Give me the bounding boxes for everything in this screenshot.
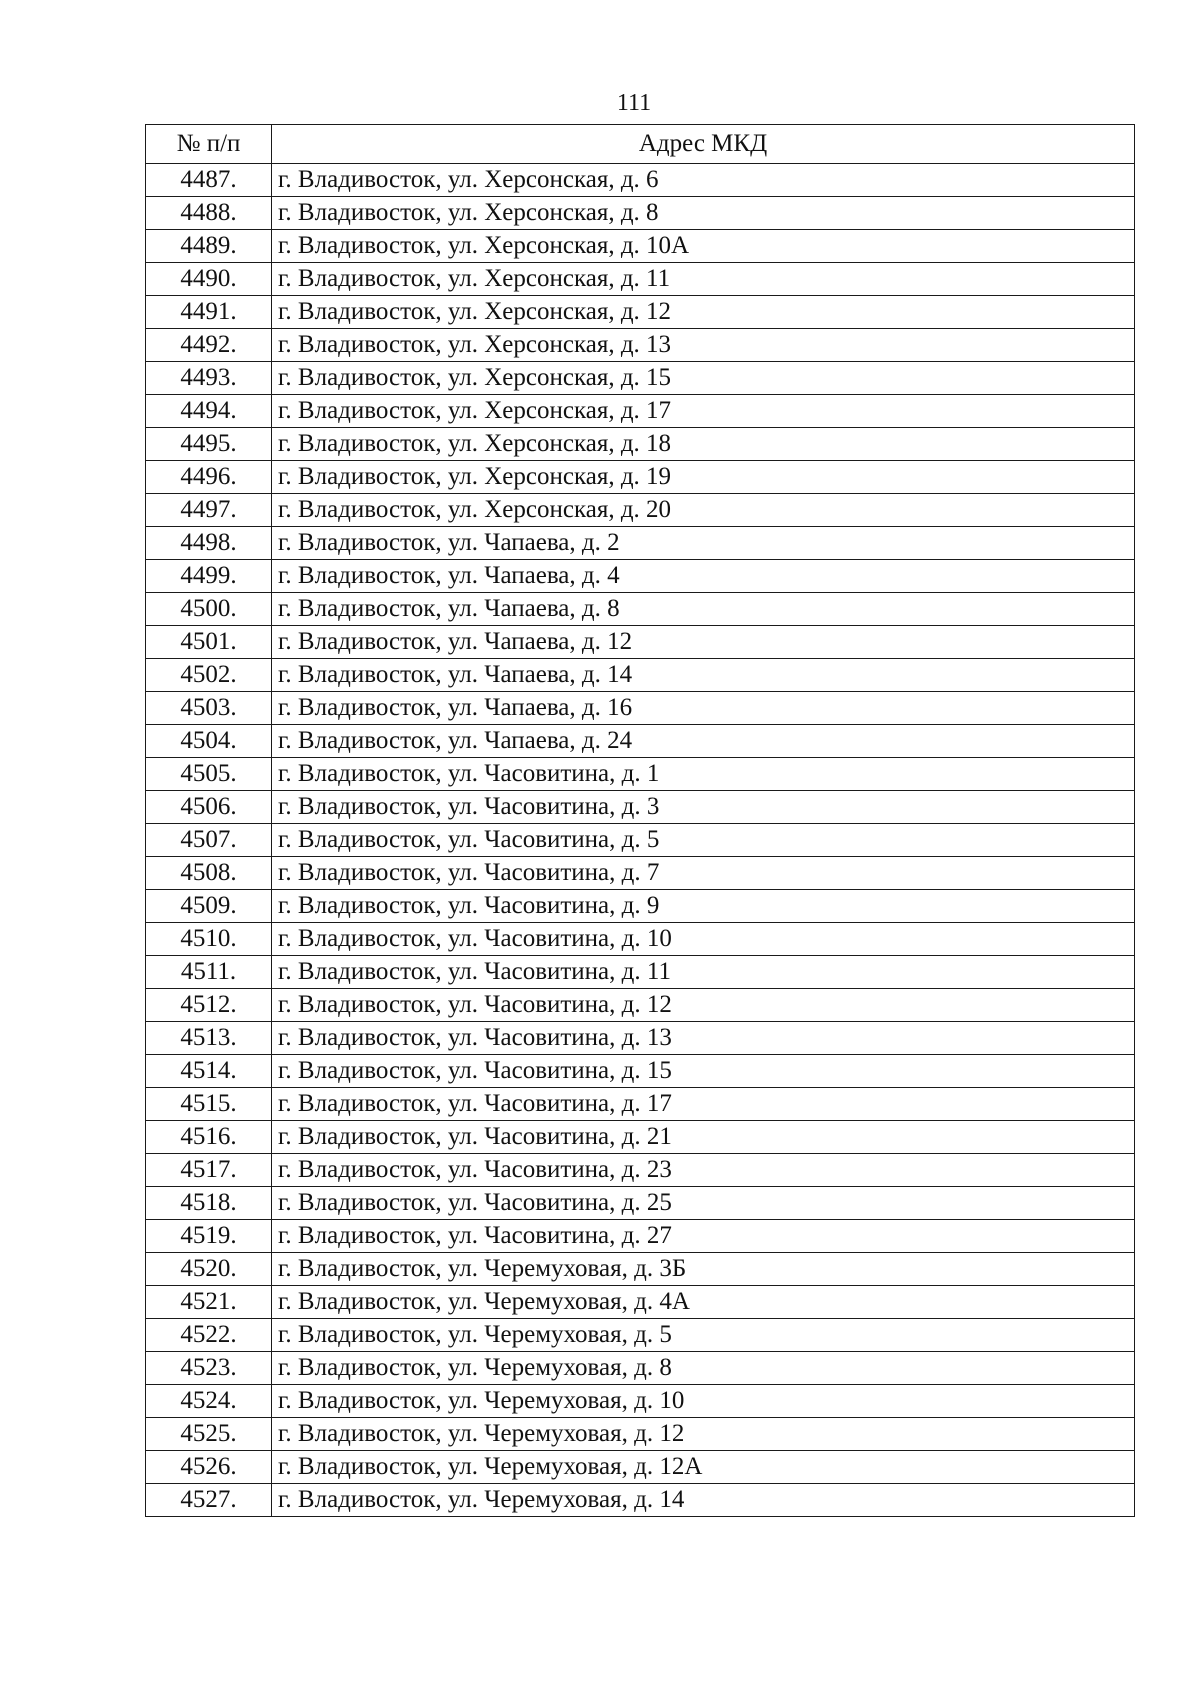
row-address: г. Владивосток, ул. Херсонская, д. 20 (272, 494, 1135, 527)
table-row (146, 626, 1135, 659)
table-row (146, 1319, 1135, 1352)
row-address: г. Владивосток, ул. Часовитина, д. 25 (272, 1187, 1135, 1220)
row-number: 4510. (146, 923, 272, 956)
header-number: № п/п (146, 125, 272, 164)
row-address: г. Владивосток, ул. Черемуховая, д. 12А (272, 1451, 1135, 1484)
row-number: 4490. (146, 263, 272, 296)
table-header-row (146, 125, 1135, 164)
row-number: 4518. (146, 1187, 272, 1220)
table-row (146, 560, 1135, 593)
row-number: 4511. (146, 956, 272, 989)
row-number: 4496. (146, 461, 272, 494)
row-address: г. Владивосток, ул. Черемуховая, д. 3Б (272, 1253, 1135, 1286)
table-row (146, 1484, 1135, 1517)
table-row (146, 989, 1135, 1022)
row-number: 4525. (146, 1418, 272, 1451)
table-row (146, 494, 1135, 527)
table-row (146, 857, 1135, 890)
row-number: 4524. (146, 1385, 272, 1418)
row-address: г. Владивосток, ул. Херсонская, д. 10А (272, 230, 1135, 263)
row-address: г. Владивосток, ул. Херсонская, д. 6 (272, 164, 1135, 197)
row-address: г. Владивосток, ул. Часовитина, д. 12 (272, 989, 1135, 1022)
table-row (146, 956, 1135, 989)
row-address: г. Владивосток, ул. Чапаева, д. 2 (272, 527, 1135, 560)
row-address: г. Владивосток, ул. Херсонская, д. 17 (272, 395, 1135, 428)
page-number: 111 (616, 90, 652, 116)
row-number: 4516. (146, 1121, 272, 1154)
table-row (146, 593, 1135, 626)
row-number: 4507. (146, 824, 272, 857)
row-address: г. Владивосток, ул. Часовитина, д. 17 (272, 1088, 1135, 1121)
table-body (146, 164, 1135, 1517)
row-address: г. Владивосток, ул. Чапаева, д. 8 (272, 593, 1135, 626)
row-number: 4491. (146, 296, 272, 329)
row-number: 4487. (146, 164, 272, 197)
row-number: 4503. (146, 692, 272, 725)
row-address: г. Владивосток, ул. Черемуховая, д. 14 (272, 1484, 1135, 1517)
row-number: 4506. (146, 791, 272, 824)
table-row (146, 1154, 1135, 1187)
row-address: г. Владивосток, ул. Часовитина, д. 9 (272, 890, 1135, 923)
row-number: 4497. (146, 494, 272, 527)
row-number: 4521. (146, 1286, 272, 1319)
table-row (146, 890, 1135, 923)
table-row (146, 1187, 1135, 1220)
row-address: г. Владивосток, ул. Чапаева, д. 24 (272, 725, 1135, 758)
row-address: г. Владивосток, ул. Чапаева, д. 4 (272, 560, 1135, 593)
row-number: 4527. (146, 1484, 272, 1517)
row-address: г. Владивосток, ул. Часовитина, д. 15 (272, 1055, 1135, 1088)
row-address: г. Владивосток, ул. Херсонская, д. 8 (272, 197, 1135, 230)
row-address: г. Владивосток, ул. Черемуховая, д. 12 (272, 1418, 1135, 1451)
row-address: г. Владивосток, ул. Черемуховая, д. 10 (272, 1385, 1135, 1418)
row-address: г. Владивосток, ул. Часовитина, д. 1 (272, 758, 1135, 791)
row-number: 4501. (146, 626, 272, 659)
row-address: г. Владивосток, ул. Часовитина, д. 11 (272, 956, 1135, 989)
table-row (146, 791, 1135, 824)
table-row (146, 527, 1135, 560)
row-address: г. Владивосток, ул. Черемуховая, д. 5 (272, 1319, 1135, 1352)
row-number: 4509. (146, 890, 272, 923)
table-row (146, 923, 1135, 956)
table-row (146, 1022, 1135, 1055)
row-number: 4520. (146, 1253, 272, 1286)
row-address: г. Владивосток, ул. Херсонская, д. 13 (272, 329, 1135, 362)
row-address: г. Владивосток, ул. Часовитина, д. 21 (272, 1121, 1135, 1154)
table-row (146, 164, 1135, 197)
table-row (146, 461, 1135, 494)
table-row (146, 1286, 1135, 1319)
row-address: г. Владивосток, ул. Херсонская, д. 15 (272, 362, 1135, 395)
row-address: г. Владивосток, ул. Херсонская, д. 18 (272, 428, 1135, 461)
row-number: 4502. (146, 659, 272, 692)
table-row (146, 1451, 1135, 1484)
row-address: г. Владивосток, ул. Часовитина, д. 5 (272, 824, 1135, 857)
row-address: г. Владивосток, ул. Часовитина, д. 7 (272, 857, 1135, 890)
table-row (146, 1088, 1135, 1121)
row-address: г. Владивосток, ул. Часовитина, д. 10 (272, 923, 1135, 956)
row-number: 4498. (146, 527, 272, 560)
row-address: г. Владивосток, ул. Часовитина, д. 3 (272, 791, 1135, 824)
table-row (146, 692, 1135, 725)
row-number: 4526. (146, 1451, 272, 1484)
row-number: 4523. (146, 1352, 272, 1385)
row-address: г. Владивосток, ул. Часовитина, д. 23 (272, 1154, 1135, 1187)
row-number: 4492. (146, 329, 272, 362)
row-address: г. Владивосток, ул. Херсонская, д. 12 (272, 296, 1135, 329)
table-row (146, 197, 1135, 230)
row-address: г. Владивосток, ул. Чапаева, д. 14 (272, 659, 1135, 692)
table-row (146, 1352, 1135, 1385)
table-row (146, 428, 1135, 461)
row-number: 4514. (146, 1055, 272, 1088)
row-number: 4505. (146, 758, 272, 791)
address-table (145, 124, 1135, 1517)
row-number: 4500. (146, 593, 272, 626)
row-number: 4513. (146, 1022, 272, 1055)
table-row (146, 362, 1135, 395)
table-row (146, 1055, 1135, 1088)
row-address: г. Владивосток, ул. Черемуховая, д. 4А (272, 1286, 1135, 1319)
table-row (146, 1121, 1135, 1154)
row-number: 4504. (146, 725, 272, 758)
row-number: 4517. (146, 1154, 272, 1187)
table-row (146, 296, 1135, 329)
table-row (146, 1253, 1135, 1286)
table-row (146, 1220, 1135, 1253)
table-row (146, 824, 1135, 857)
row-number: 4519. (146, 1220, 272, 1253)
row-number: 4515. (146, 1088, 272, 1121)
row-address: г. Владивосток, ул. Херсонская, д. 19 (272, 461, 1135, 494)
table-row (146, 263, 1135, 296)
row-number: 4493. (146, 362, 272, 395)
row-number: 4489. (146, 230, 272, 263)
table-row (146, 758, 1135, 791)
table-row (146, 1385, 1135, 1418)
row-number: 4512. (146, 989, 272, 1022)
row-number: 4499. (146, 560, 272, 593)
header-address: Адрес МКД (272, 125, 1135, 164)
row-address: г. Владивосток, ул. Черемуховая, д. 8 (272, 1352, 1135, 1385)
table-row (146, 329, 1135, 362)
row-number: 4488. (146, 197, 272, 230)
row-address: г. Владивосток, ул. Херсонская, д. 11 (272, 263, 1135, 296)
row-address: г. Владивосток, ул. Чапаева, д. 16 (272, 692, 1135, 725)
table-row (146, 395, 1135, 428)
row-number: 4495. (146, 428, 272, 461)
row-number: 4522. (146, 1319, 272, 1352)
table-row (146, 725, 1135, 758)
table-row (146, 1418, 1135, 1451)
row-address: г. Владивосток, ул. Чапаева, д. 12 (272, 626, 1135, 659)
table-row (146, 659, 1135, 692)
row-address: г. Владивосток, ул. Часовитина, д. 13 (272, 1022, 1135, 1055)
row-number: 4494. (146, 395, 272, 428)
table-row (146, 230, 1135, 263)
row-address: г. Владивосток, ул. Часовитина, д. 27 (272, 1220, 1135, 1253)
row-number: 4508. (146, 857, 272, 890)
